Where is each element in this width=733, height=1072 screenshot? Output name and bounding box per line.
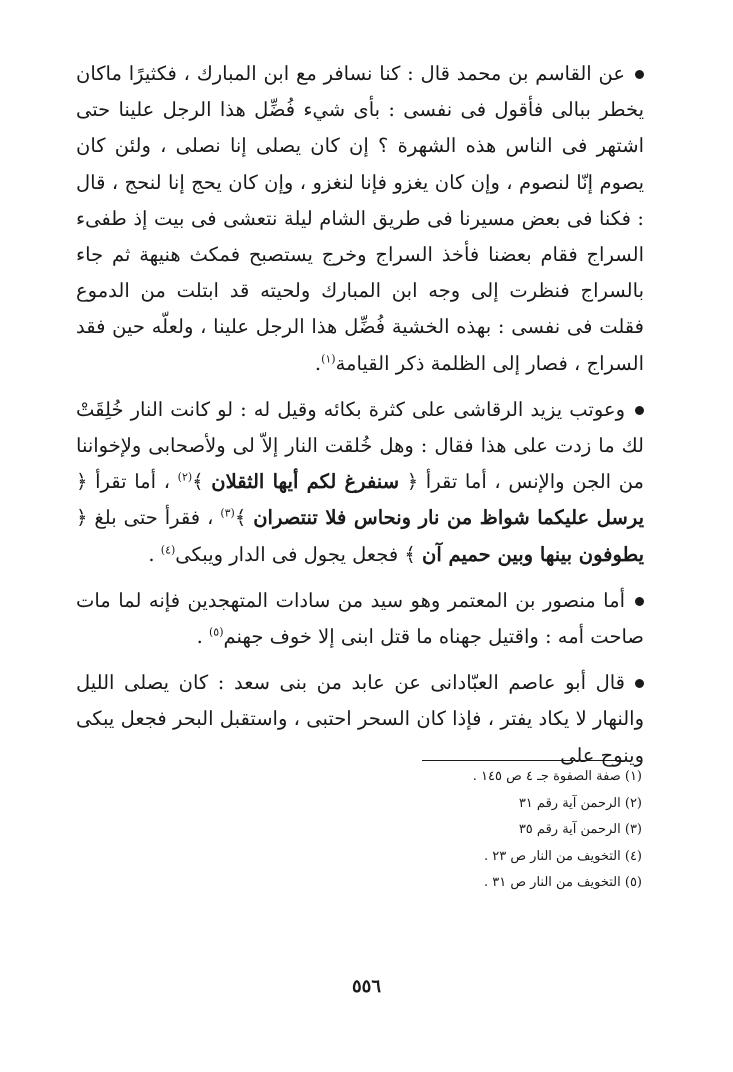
footnote-item: (١) صفة الصفوة جـ ٤ ص ١٤٥ . <box>472 769 642 784</box>
text-segment: . <box>314 351 322 375</box>
footnote-item: (٣) الرحمن آية رقم ٣٥ <box>518 822 642 837</box>
main-text <box>76 56 644 784</box>
text-segment: أما منصور بن المعتمر وهو سيد من سادات المتهجدين فإنه لما مات صاحت أمه : واقتيل جهناه ما قتل ابنى إلا خوف جهنم <box>76 588 644 649</box>
footnote-divider <box>422 760 622 761</box>
footnote-ref: (١) <box>321 352 336 366</box>
footnote-item: (٥) التخويف من النار ص ٣١ . <box>483 875 642 890</box>
bullet-icon <box>635 406 644 415</box>
footnote-item: (٢) الرحمن آية رقم ٣١ <box>518 795 642 811</box>
text-segment: عن القاسم بن محمد قال : كنا نسافر مع ابن المبارك ، فكثيرًا ماكان يخطر ببالى فأقول فى نفسى : بأى شيء فُضِّل هذا الرجل علينا حتى اشتهر فى الناس هذه الشهرة ؟ إن كان يصلى إنا نصلى ، ولئن كان يصوم إنّا لنصوم ، وإن كان يغزو فإنا لنغزو ، وإن كان يحج إنا لنحج ، قال : فكنا فى بعض مسيرنا فى طريق الشام ليلة نتعشى فى بيت إذ طفىء السراج فقام بعضنا فأخذ السراج وخرج يستصبح فمكث هنيهة ثم جاء بالسراج فنظرت إلى وجه ابن المبارك ولحيته قد ابتلت من الدموع فقلت فى نفسى : بهذه الخشية فُضِّل هذا الرجل علينا ، ولعلّه حين فقد السراج ، فصار إلى الظلمة ذكر القيامة <box>76 62 644 375</box>
text-segment: ، أما تقرأ ﴿ <box>76 470 178 494</box>
text-segment: ﴾ <box>234 506 254 530</box>
text-segment: وعوتب يزيد الرقاشى على كثرة بكائه وقيل له : لو كانت النار خُلِقَتْ لك ما زدت على هذا فقال : وهل خُلقت النار إلاّ لى ولأصحابى ولإخواننا من الجن والإنس ، أما تقرأ ﴿ <box>76 397 645 494</box>
bullet-icon <box>635 597 644 606</box>
paragraph <box>76 583 644 655</box>
text-segment: ﴾ <box>192 470 212 494</box>
bullet-icon <box>635 70 644 79</box>
page-number: ٥٥٦ <box>351 976 381 997</box>
paragraph <box>76 56 644 382</box>
bullet-icon <box>635 679 644 688</box>
footnotes <box>380 764 642 897</box>
footnote-ref: (٢) <box>177 470 193 484</box>
footnote-ref: (٣) <box>220 506 235 520</box>
footnote-ref: (٤) <box>160 543 176 557</box>
text-segment: . <box>196 625 209 649</box>
text-segment: . <box>148 542 161 566</box>
footnote-item: (٤) التخويف من النار ص ٢٣ . <box>483 848 642 864</box>
text-segment: ﴾ فجعل يجول فى الدار ويبكى <box>175 542 422 566</box>
quran-verse: يرسل عليكما شواظ من نار ونحاس فلا تنتصران <box>253 506 645 530</box>
text-segment: قال أبو عاصم العبّادانى عن عابد من بنى سعد : كان يصلى الليل والنهار لا يكاد يفتر ، فإذا كان السحر احتبى ، واستقبل البحر فجعل يبكى وينوح على <box>76 671 644 767</box>
quran-verse: سنفرغ لكم أيها الثقلان <box>211 470 400 494</box>
text-segment: ، فقرأ حتى بلغ ﴿ <box>76 506 221 530</box>
paragraph <box>76 665 644 774</box>
quran-verse: يطوفون بينها وبين حميم آن <box>422 542 644 566</box>
paragraph <box>76 392 644 573</box>
footnote-ref: (٥) <box>209 625 224 639</box>
